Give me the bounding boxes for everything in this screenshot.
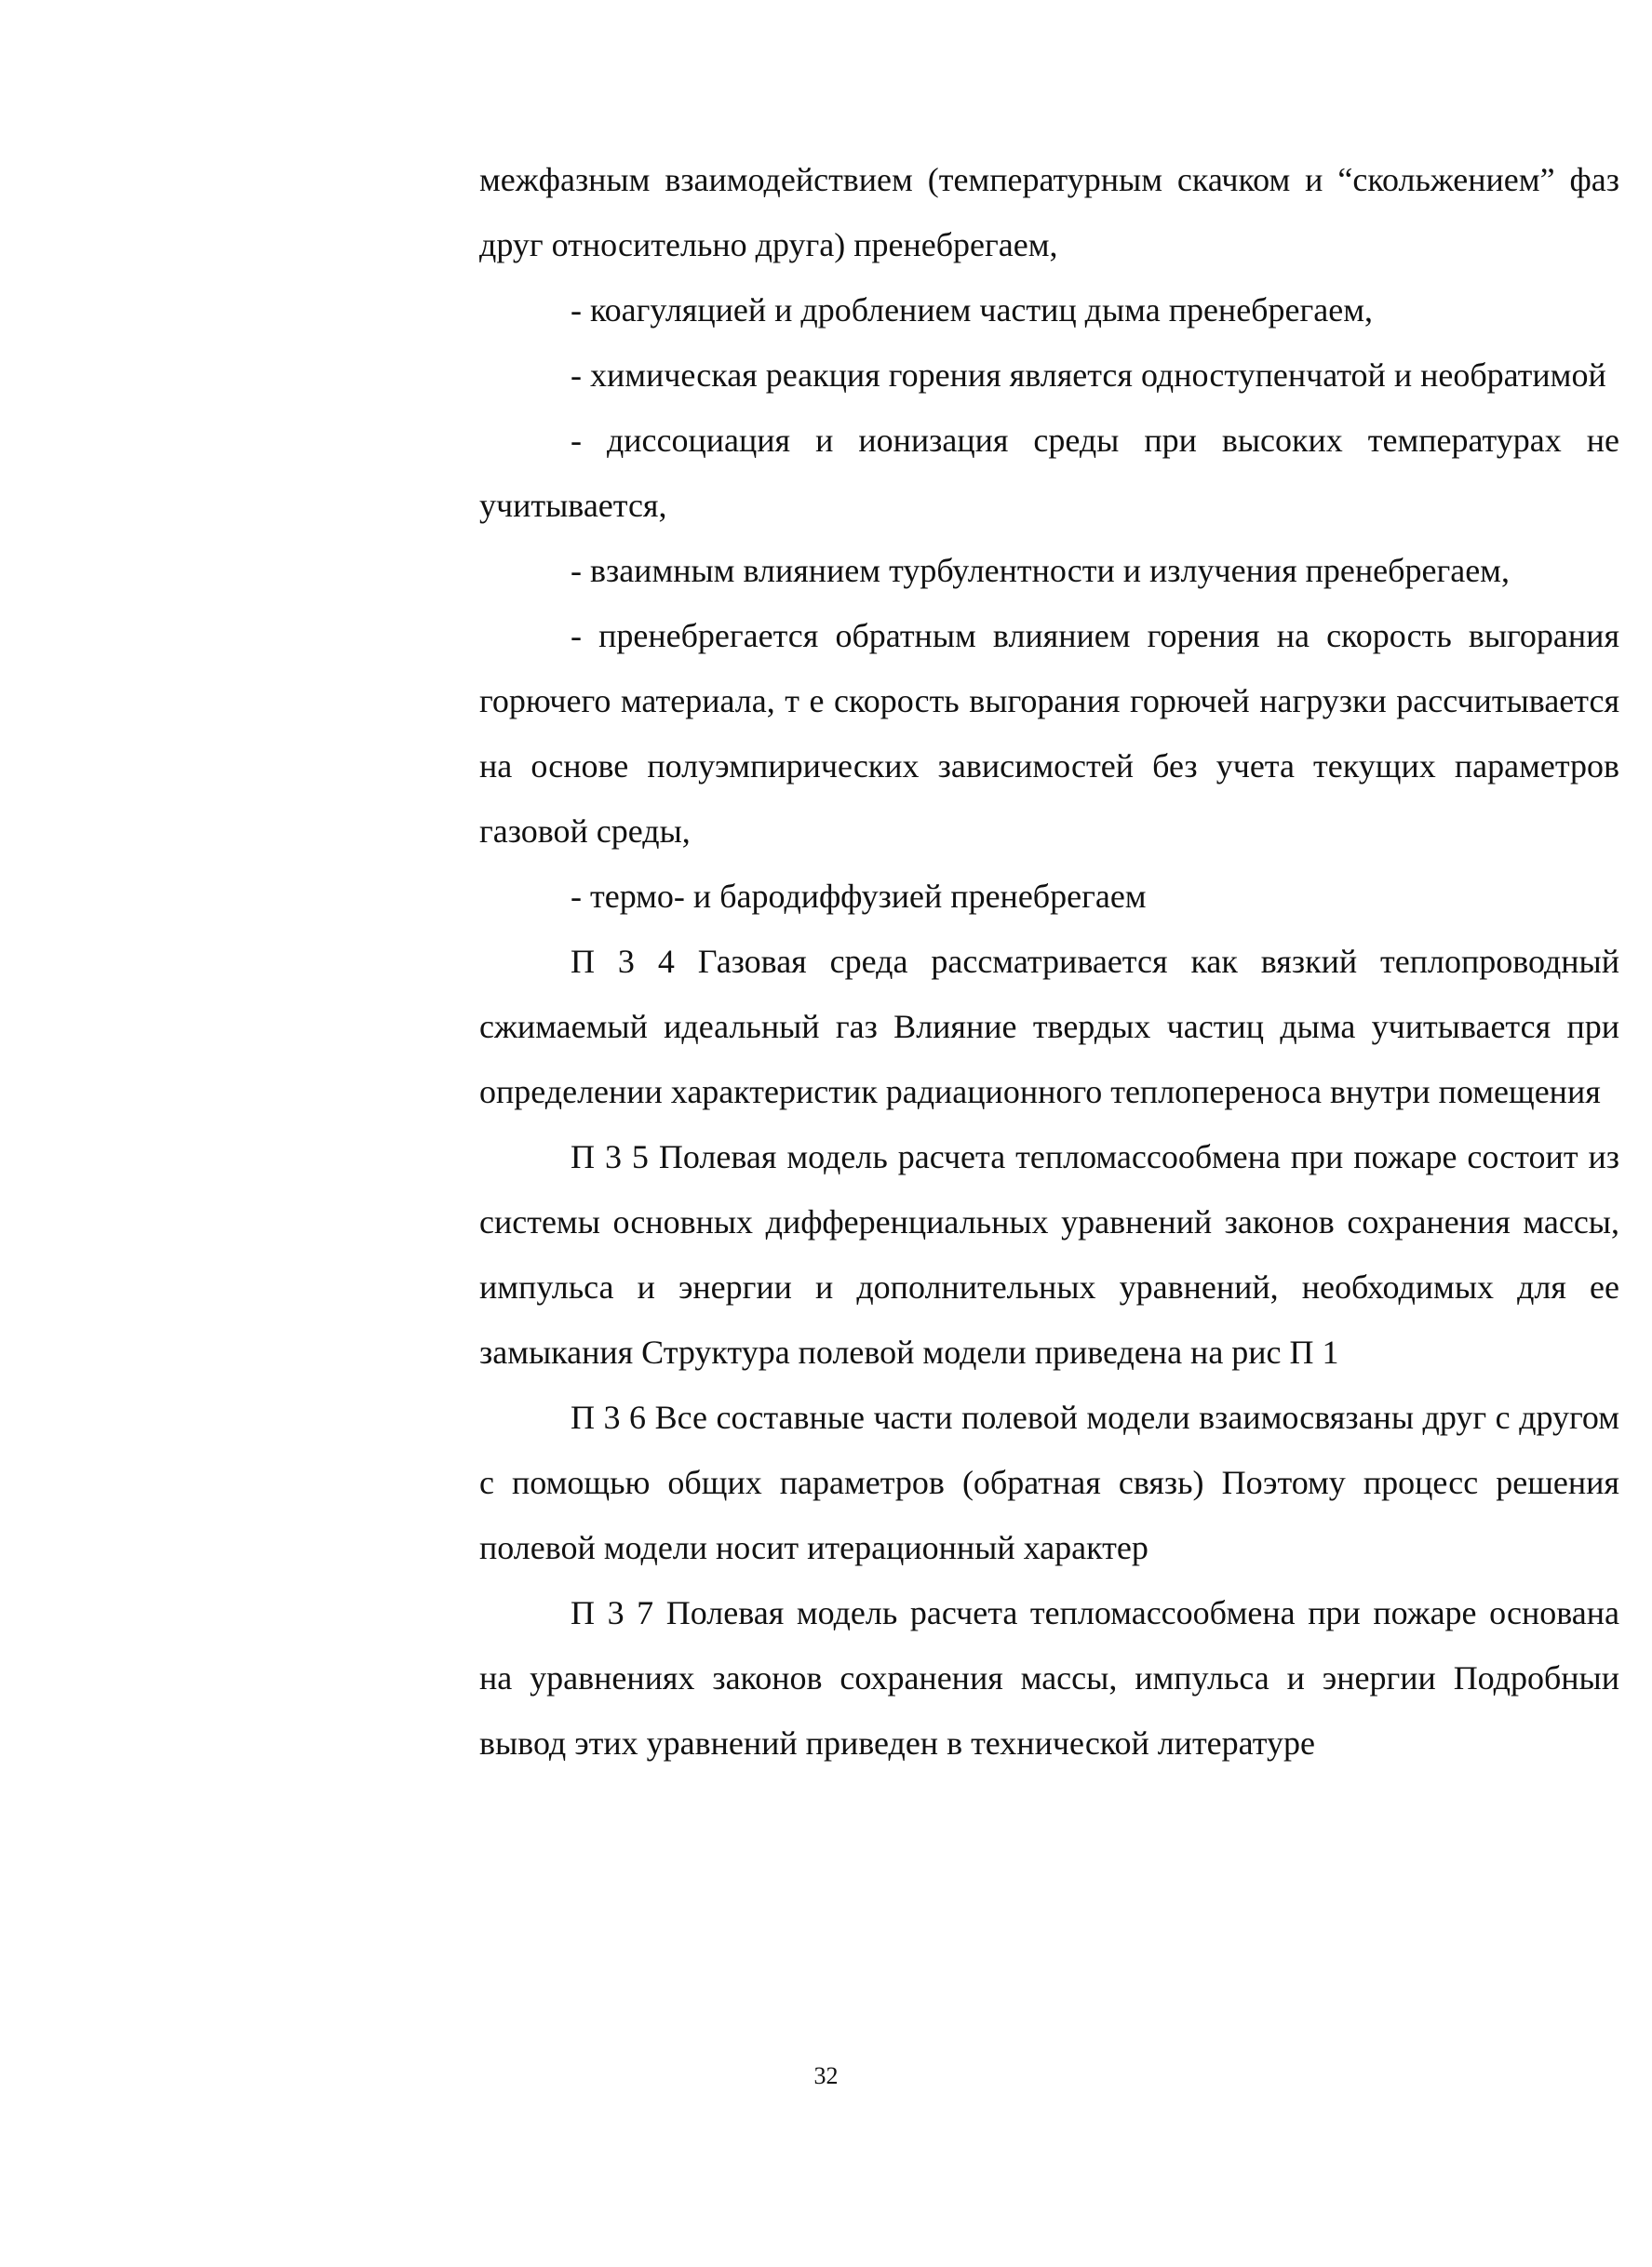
paragraph-burnout-rate: - пренебрегается обратным влиянием горения на скорость выгорания горючего материала, т е скорость выгорания горючей нагрузки рассчитывается на основе полуэмпирических зависимостей без учета текущих параметров газовой среды, xyxy=(479,617,1619,850)
paragraph-chemical-reaction: - химическая реакция горения является одноступенчатой и необратимой xyxy=(571,356,1606,394)
paragraph-turbulence-radiation: - взаимным влиянием турбулентности и излучения пренебрегаем, xyxy=(571,552,1510,589)
paragraph-coagulation: - коагуляцией и дроблением частиц дыма пренебрегаем, xyxy=(571,291,1373,329)
paragraph-dissociation: - диссоциация и ионизация среды при высоких температурах не учитывается, xyxy=(479,422,1619,524)
paragraph-p-3-5: П 3 5 Полевая модель расчета тепломассообмена при пожаре состоит из системы основных дифференциальных уравнений законов сохранения массы, импульса и энергии и дополнительных уравнений, необходимых для ее замыкания Структура полевой модели приведена на рис П 1 xyxy=(479,1138,1619,1371)
paragraph-p-3-7: П 3 7 Полевая модель расчета тепломассообмена при пожаре основана на уравнениях законов сохранения массы, импульса и энергии Подробныи вывод этих уравнений приведен в технической литературе xyxy=(479,1594,1619,1762)
paragraph-p-3-4: П 3 4 Газовая среда рассматривается как вязкий теплопроводный сжимаемый идеальный газ Влияние твердых частиц дыма учитывается при определении характеристик радиационного теплопереноса внутри помещения xyxy=(479,943,1619,1110)
paragraph-thermodiffusion: - термо- и бародиффузией пренебрегаем xyxy=(571,878,1147,915)
paragraph-p-3-6: П 3 6 Все составные части полевой модели взаимосвязаны друг с другом с помощью общих параметров (обратная связь) Поэтому процесс решения полевой модели носит итерационный характер xyxy=(479,1399,1619,1566)
paragraph-continuation: межфазным взаимодействием (температурным скачком и “скольжением” фаз друг относительно друга) пренебрегаем, xyxy=(479,161,1619,263)
page-body-text xyxy=(479,147,1619,1776)
page-number: 32 xyxy=(813,2062,839,2089)
